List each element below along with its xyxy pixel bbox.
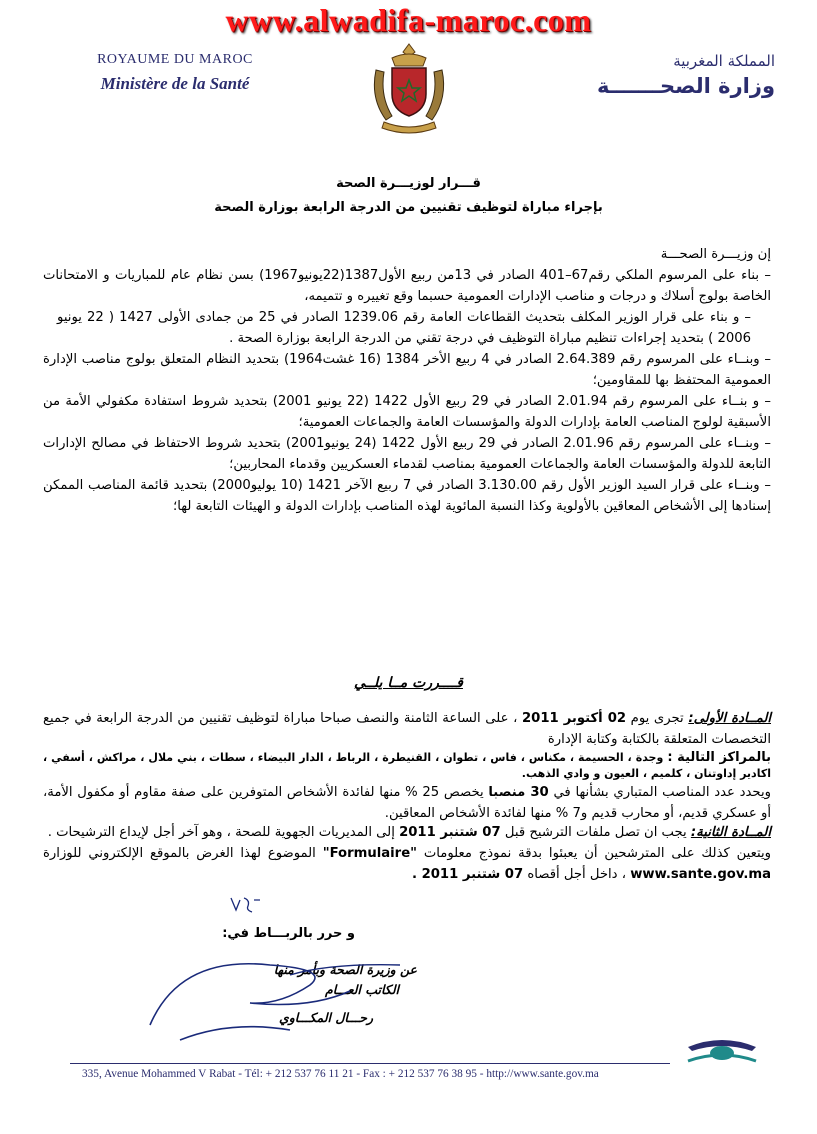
signature-line-1: عن وزيرة الصحة وبأمر منها <box>273 962 417 977</box>
posts-count: 30 منصبا <box>488 785 549 800</box>
article-1 <box>43 708 771 824</box>
decree-title: قـــرار لوزيـــرة الصحة <box>336 176 481 191</box>
french-header <box>70 52 280 94</box>
arabic-header <box>575 52 775 98</box>
ministry-website: www.sante.gov.ma <box>630 867 771 882</box>
article-2-text-d: الموضوع لهذا الغرض بالموقع الإلكتروني للوزارة <box>43 846 316 861</box>
watermark-url: www.alwadifa-maroc.com <box>225 2 592 38</box>
exam-date: 02 أكتوبر 2011 <box>521 711 627 726</box>
article-2-label: المــادة الثانية: <box>690 825 771 840</box>
consideration-3: – وبنــاء على المرسوم رقم 2.64.389 الصادر في 4 ربيع الأخر 1384 (16 غشت1964) بتحديد النظام المتعلق بولوج مناصب الإدارة العمومية المحتفظ بها للمقاومين؛ <box>43 352 771 388</box>
ministry-label-fr: Ministère de la Santé <box>100 74 250 93</box>
application-deadline: 07 شتنبر 2011 <box>399 825 501 840</box>
footer-divider <box>70 1063 670 1064</box>
article-2-text-c: ويتعين كذلك على المترشحين أن يعبئوا بدقة نموذج معلومات <box>423 846 771 861</box>
consideration-2: – و بناء على قرار الوزير المكلف بتحديث القطاعات العامة رقم 1239.06 الصادر في 25 من جمادى الأولى 1427 ( 22 يونيو 2006 ) بتحديد إجراءات تنظيم مباراة التوظيف في درجة تقني من الدرجة الرابعة بوزارة الصحة . <box>57 310 751 346</box>
centers-label: بالمراكز التالية : <box>667 750 771 765</box>
article-2-text-a: يجب ان تصل ملفات الترشيح قبل <box>504 825 687 840</box>
ministry-label-ar: وزارة الصحـــــــة <box>596 74 775 98</box>
royal-emblem-icon <box>362 40 456 136</box>
signature-line-3: رحـــال المكـــاوي <box>278 1010 373 1025</box>
decides-heading: قــــررت مــا يلــي <box>354 675 463 691</box>
consideration-6: – وبنــاء على قرار السيد الوزير الأول رقم 3.130.00 الصادر في 7 ربيع الآخر 1421 (10 يوليو2000) بتحديد قائمة المناصب الممكن إسنادها إلى الأشخاص المعاقين بالأولوية وكذا النسبة المائوية لهذه المناصب بإدارات الدولة و الهيئات التابعة لها؛ <box>43 478 771 514</box>
footer-address: 335, Avenue Mohammed V Rabat - Tél: + 212 537 76 11 21 - Fax : + 212 537 76 38 95 - http://www.sante.gov.ma <box>82 1068 599 1080</box>
article-1-label: المــادة الأولى: <box>688 711 771 726</box>
article-2-text-e: ، داخل أجل أقصاه <box>527 867 627 882</box>
handwritten-signature-icon <box>140 945 440 1055</box>
handwritten-mark-icon <box>228 894 264 916</box>
posts-text-b: يخصص 25 % منها لفائدة الأشخاص المتوفرين على صفة مقاوم أو مكفول الأمة، أو عسكري قديم، أو محارب قديم و7 % منها لفائدة الأشخاص المعاقين. <box>43 785 771 821</box>
posts-text-a: ويحدد عدد المناصب المتباري بشأنها في <box>553 785 771 800</box>
signature-line-2: الكاتب العـــام <box>325 982 399 997</box>
kingdom-label-fr: ROYAUME DU MAROC <box>97 52 253 67</box>
form-deadline: 07 شتنبر 2011 . <box>411 867 524 882</box>
consideration-1: – بناء على المرسوم الملكي رقم67–401 الصادر في 13من ربيع الأول1387(22يونيو1967) بسن نظام عام للمباريات و الامتحانات الخاصة بولوج أسلاك و درجات و مناصب الإدارات العمومية حسبما وقع تغييره و تتميمه، <box>43 268 772 304</box>
article-2-text-b: إلى المديريات الجهوية للصحة ، وهو آخر أجل لإيداع الترشيحات . <box>47 825 395 840</box>
minister-intro: إن وزيـــرة الصحـــة <box>660 247 771 262</box>
considerations-block <box>43 244 771 517</box>
article-1-text-a: تجرى يوم <box>630 711 684 726</box>
ministry-logo-icon <box>682 1025 762 1075</box>
decree-subtitle: بإجراء مباراة لتوظيف تقنيين من الدرجة الرابعة بوزارة الصحة <box>214 200 603 215</box>
article-2 <box>43 822 771 885</box>
signature-place: و حرر بالربـــاط في: <box>222 926 355 941</box>
consideration-4: – و بنــاء على المرسوم رقم 2.01.94 الصادر في 29 ربيع الأول 1422 (22 يونيو 2001) بتحديد شروط استفادة مكفولي الأمة من الأسبقية لولوج المناصب العامة بإدارات الدولة والمؤسسات العامة والجماعات العمومية؛ <box>43 394 771 430</box>
centers-list: وجدة ، الحسيمة ، مكناس ، فاس ، تطوان ، القنيطرة ، الرباط ، الدار البيضاء ، سطات ، بني ملال ، مراكش ، أسفي ، اكادير إداوتنان ، كلميم ، العيون و وادي الذهب. <box>43 751 771 780</box>
form-name: "Formulaire" <box>322 846 418 861</box>
article-1-text-b: ، على الساعة الثامنة والنصف صباحا مباراة لتوظيف تقنيين من الدرجة الرابعة في جميع التخصصات المتعلقة بالكتابة وكتابة الإدارة <box>43 711 771 747</box>
consideration-5: – وبنــاء على المرسوم رقم 2.01.96 الصادر في 29 ربيع الأول 1422 (24 يونيو2001) بتحديد شروط الاحتفاظ في مصالح الإدارات التابعة للدولة والمؤسسات العامة والجماعات العمومية بمناصب لقدماء العسكريين وقدماء المحاربين؛ <box>43 436 772 472</box>
kingdom-label-ar: المملكة المغربية <box>673 52 775 70</box>
